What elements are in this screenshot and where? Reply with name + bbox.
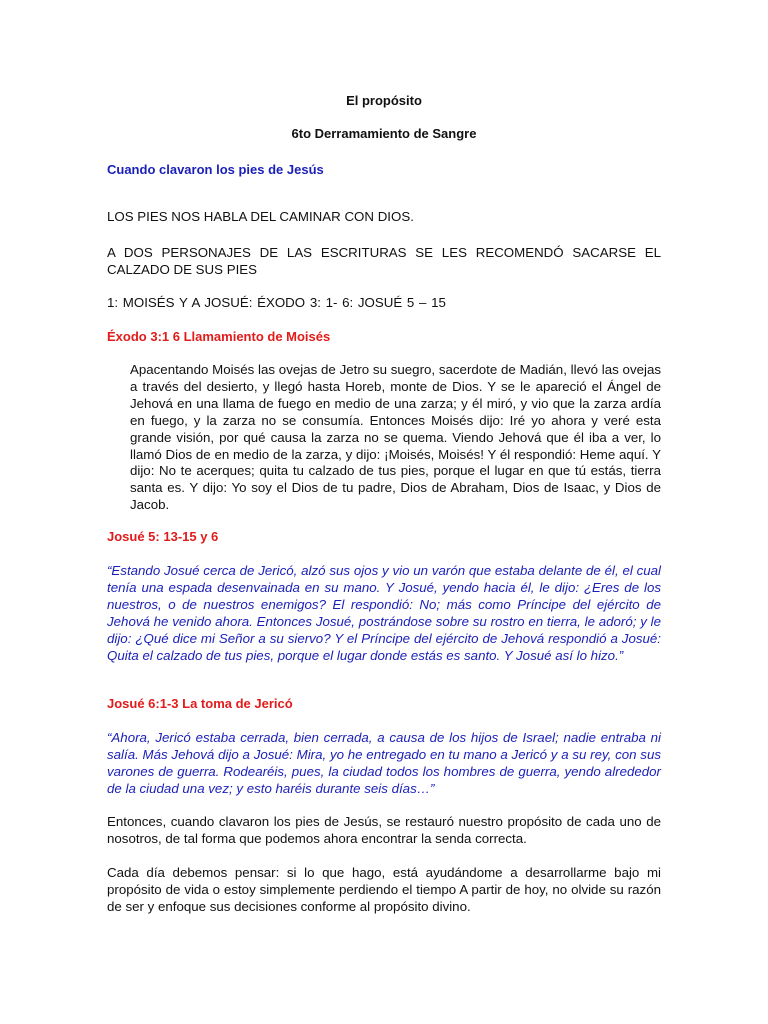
paragraph-reflexion: Cada día debemos pensar: si lo que hago, está ayudándome a desarrollarme bajo mi propósito de vida o estoy simplemente perdiendo el tiempo A partir de hoy, no olvide su razón de ser y enfoque sus decisiones conforme al propósito divino. (107, 865, 661, 914)
paragraph-caminar: LOS PIES NOS HABLA DEL CAMINAR CON DIOS. (107, 209, 414, 224)
heading-josue-6: Josué 6:1-3 La toma de Jericó (107, 696, 293, 711)
quote-exodo: Apacentando Moisés las ovejas de Jetro su suegro, sacerdote de Madián, llevó las ovejas a través del desierto, y llegó hasta Horeb, monte de Dios. Y se le apareció el Ángel de Jehová en una llama de fuego en medio de una zarza; y él miró, y vio que la zarza ardía en fuego, y la zarza no se consumía. Entonces Moisés dijo: Iré yo ahora y veré esta grande visión, por qué causa la zarza no se quema. Viendo Jehová que él iba a ver, lo llamó Dios de en medio de la zarza, y dijo: ¡Moisés, Moisés! Y él respondió: Heme aquí. Y dijo: No te acerques; quita tu calzado de tus pies, porque el lugar en que tú estás, tierra santa es. Y dijo: Yo soy el Dios de tu padre, Dios de Abraham, Dios de Isaac, y Dios de Jacob. (130, 362, 661, 513)
document-subtitle: 6to Derramamiento de Sangre (291, 126, 477, 141)
section-heading: Cuando clavaron los pies de Jesús (107, 162, 324, 177)
quote-josue-6: “Ahora, Jericó estaba cerrada, bien cerrada, a causa de los hijos de Israel; nadie entraba ni salía. Más Jehová dijo a Josué: Mira, yo he entregado en tu mano a Jericó y a su rey, con sus varones de guerra. Rodearéis, pues, la ciudad todos los hombres de guerra, yendo alrededor de la ciudad una vez; y esto haréis durante seis días…” (107, 730, 661, 796)
document-page (107, 0, 661, 1024)
quote-josue-5: “Estando Josué cerca de Jericó, alzó sus ojos y vio un varón que estaba delante de él, el cual tenía una espada desenvainada en su mano. Y Josué, yendo hacia él, le dijo: ¿Eres de los nuestros, o de nuestros enemigos? El respondió: No; más como Príncipe del ejército de Jehová he venido ahora. Entonces Josué, postrándose sobre su rostro en tierra, le adoró; y le dijo: ¿Qué dice mi Señor a su siervo? Y el Príncipe del ejército de Jehová respondió a Josué: Quita el calzado de tus pies, porque el lugar donde estás es santo. Y Josué así lo hizo.” (107, 563, 661, 663)
paragraph-conclusion: Entonces, cuando clavaron los pies de Jesús, se restauró nuestro propósito de cada uno de nosotros, de tal forma que podemos ahora encontrar la senda correcta. (107, 814, 661, 846)
heading-exodo: Éxodo 3:1 6 Llamamiento de Moisés (107, 329, 331, 344)
heading-josue-5: Josué 5: 13-15 y 6 (107, 529, 219, 544)
paragraph-referencias: 1: MOISÉS Y A JOSUÉ: ÉXODO 3: 1- 6: JOSUÉ 5 – 15 (107, 295, 446, 310)
paragraph-personajes: A DOS PERSONAJES DE LAS ESCRITURAS SE LES RECOMENDÓ SACARSE EL CALZADO DE SUS PIES (107, 245, 661, 277)
document-title: El propósito (346, 93, 422, 108)
